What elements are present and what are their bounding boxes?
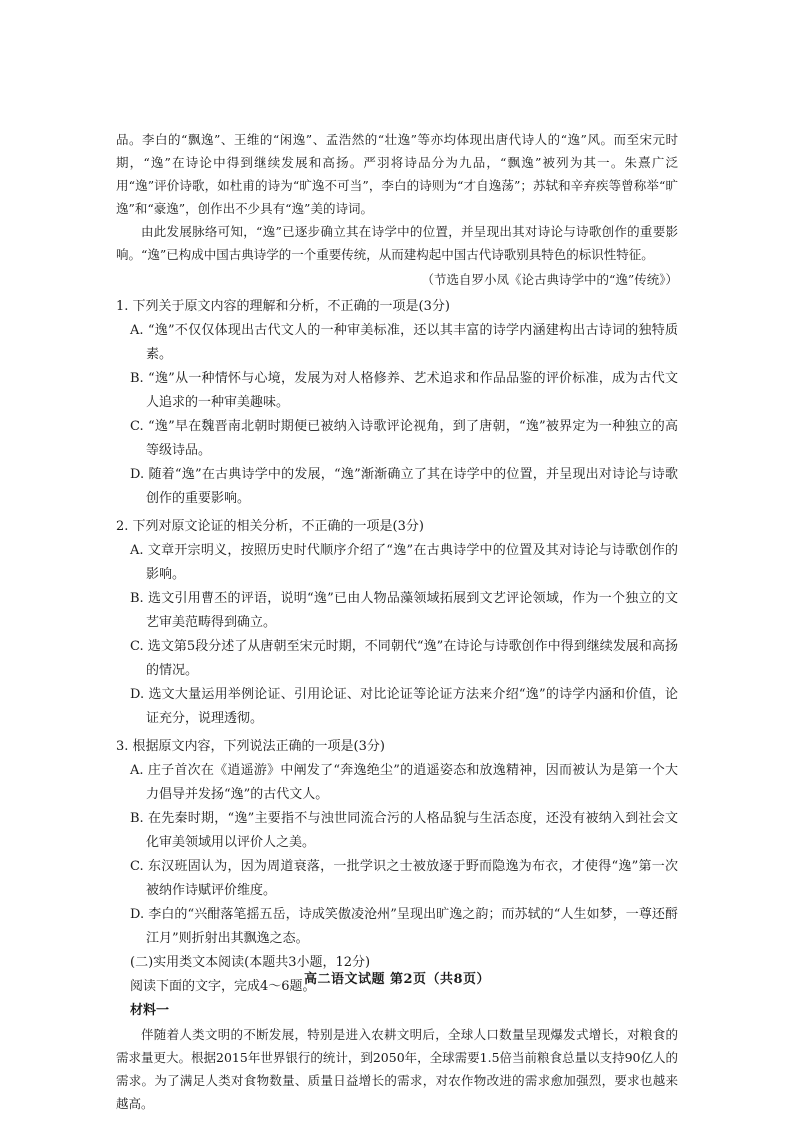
exam-page-content [116,128,678,1115]
question-2-option-c: C. 选文第5段分述了从唐朝至宋元时期，不同朝代“逸”在诗论与诗歌创作中得到继续发展和高扬的情况。 [130,639,678,678]
passage-paragraph-1: 品。李白的“飘逸”、王维的“闲逸”、孟浩然的“壮逸”等亦均体现出唐代诗人的“逸”风。而至宋元时期，“逸”在诗论中得到继续发展和高扬。严羽将诗品分为九品，“飘逸”被列为其一。朱熹广泛用“逸”评价诗歌，如杜甫的诗为“旷逸不可当”，李白的诗则为“才自逸荡”；苏轼和辛弃疾等曾称举“旷逸”和“豪逸”，创作出不少具有“逸”美的诗词。 [116,132,678,216]
question-3-option-c: C. 东汉班固认为，因为周道衰落，一批学识之士被放逐于野而隐逸为布衣，才使得“逸”第一次被纳作诗赋评价维度。 [130,859,678,898]
passage-paragraph-2: 由此发展脉络可知，“逸”已逐步确立其在诗学中的位置，并呈现出其对诗论与诗歌创作的重要影响。“逸”已构成中国古典诗学的一个重要传统，从而建构起中国古代诗歌别具特色的标识性特征。 [116,224,678,262]
question-1-option-d: D. 随着“逸”在古典诗学中的发展，“逸”渐渐确立了其在诗学中的位置，并呈现出对诗论与诗歌创作的重要影响。 [130,467,678,506]
question-3-stem: 3. 根据原文内容，下列说法正确的一项是(3分) [116,739,385,754]
material-text: 伴随着人类文明的不断发展，特别是进入农耕文明后，全球人口数量呈现爆发式增长，对粮食的需求量更大。根据2015年世界银行的统计，到2050年，全球需要1.5倍当前粮食总量以支持90亿人的需求。为了满足人类对食物数量、质量日益增长的需求，对农作物改进的需求愈加强烈，要求也越来越高。 [116,1027,678,1111]
page-footer: 高二语文试题 第2页（共8页） [303,972,491,987]
section-instruction: 阅读下面的文字，完成4～6题。 [130,979,316,994]
section-heading: (二)实用类文本阅读(本题共3小题，12分) [130,955,371,970]
material-title: 材料一 [130,1003,170,1018]
question-2-option-a: A. 文章开宗明义，按照历史时代顺序介绍了“逸”在古典诗学中的位置及其对诗论与诗歌创作的影响。 [130,543,678,582]
question-2-option-d: D. 选文大量运用举例论证、引用论证、对比论证等论证方法来介绍“逸”的诗学内涵和价值，论证充分，说理透彻。 [130,687,678,726]
question-1-option-a: A. “逸”不仅仅体现出古代文人的一种审美标准，还以其丰富的诗学内涵建构出古诗词的独特质素。 [130,323,678,362]
question-2-stem: 2. 下列对原文论证的相关分析，不正确的一项是(3分) [116,519,424,534]
question-3-option-d: D. 李白的“兴酣落笔摇五岳，诗成笑傲凌沧州”呈现出旷逸之韵；而苏轼的“人生如梦，一尊还酹江月”则折射出其飘逸之态。 [130,907,678,946]
question-2-option-b: B. 选文引用曹丕的评语，说明“逸”已由人物品藻领域拓展到文艺评论领域，作为一个独立的文艺审美范畴得到确立。 [130,591,678,630]
question-1-option-b: B. “逸”从一种情怀与心境，发展为对人格修养、艺术追求和作品品鉴的评价标准，成为古代文人追求的一种审美趣味。 [130,371,678,410]
question-1-stem: 1. 下列关于原文内容的理解和分析，不正确的一项是(3分) [116,299,450,314]
question-1-option-c: C. “逸”早在魏晋南北朝时期便已被纳入诗歌评论视角，到了唐朝，“逸”被界定为一种独立的高等级诗品。 [130,419,678,458]
question-3-option-b: B. 在先秦时期，“逸”主要指不与浊世同流合污的人格品貌与生活态度，还没有被纳入到社会文化审美领域用以评价人之美。 [130,811,678,850]
question-3-option-a: A. 庄子首次在《逍遥游》中阐发了“奔逸绝尘”的逍遥姿态和放逸精神，因而被认为是第一个大力倡导并发扬“逸”的古代文人。 [130,763,678,802]
passage-source: （节选自罗小凤《论古典诗学中的“逸”传统》） [421,272,678,287]
